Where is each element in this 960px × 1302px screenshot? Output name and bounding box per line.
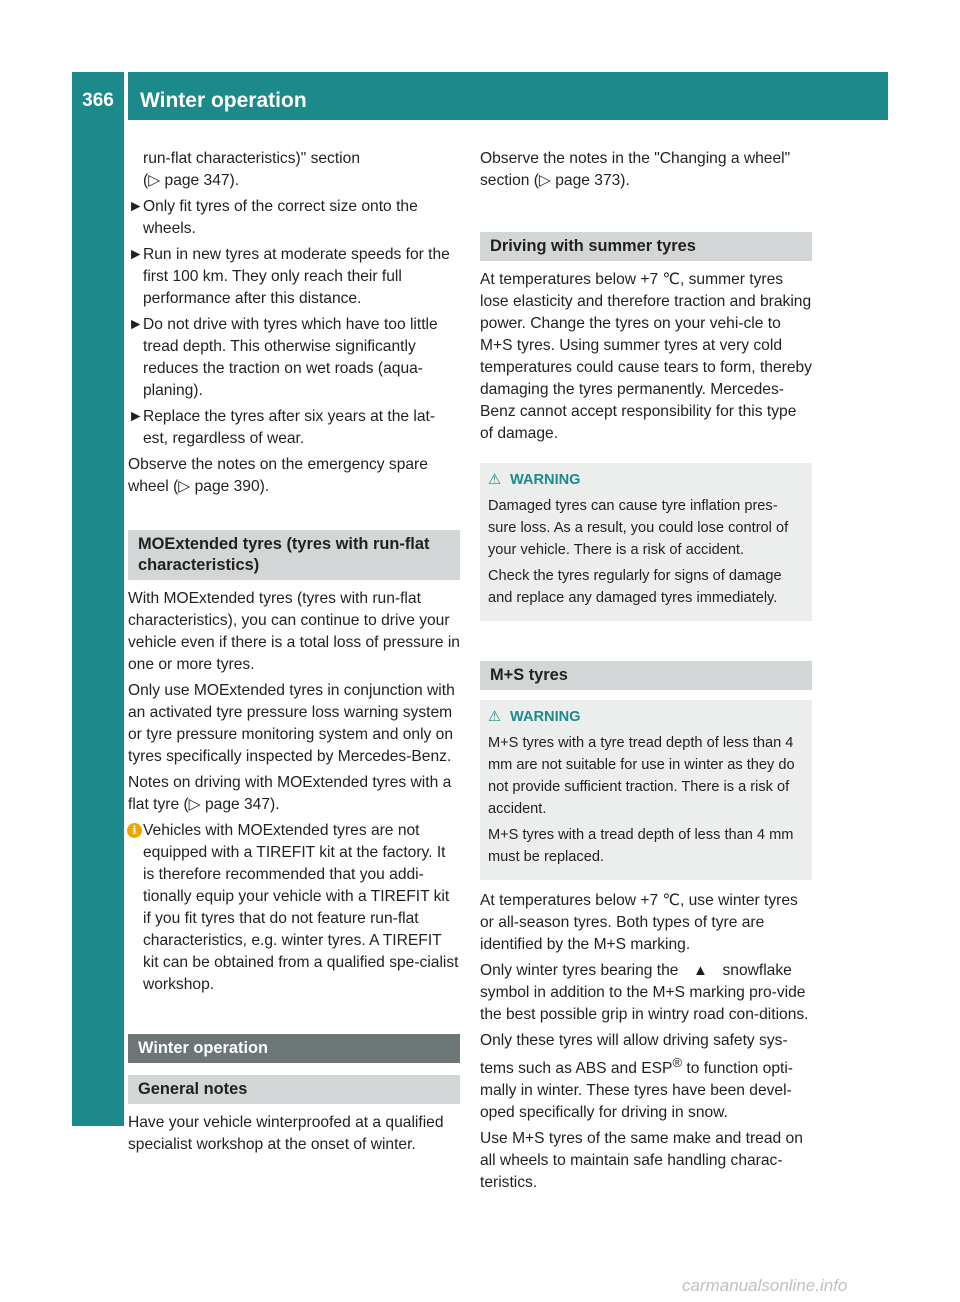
page-title: Winter operation [140,89,307,112]
changing-wheel-note: Observe the notes in the "Changing a wheel" section (▷ page 373). [480,150,791,189]
warning-box: ⚠ WARNING M+S tyres with a tyre tread depth of less than 4 mm are not suitable for use in winter as they do not provide sufficient traction. There is a risk of accident. M+S tyres with a tread depth of less than 4 mm must be replaced. [480,700,812,880]
snowflake-mountain-icon: ▲ [693,962,708,979]
general-notes-paragraph: Have your vehicle winterproofed at a qualified specialist workshop at the onset of winter. [128,1114,444,1153]
warning-text: M+S tyres with a tyre tread depth of less than 4 mm are not suitable for use in winter as they do not provide sufficient traction. There is a risk of accident. [488,735,795,817]
bullet-item: ► Do not drive with tyres which have too little tread depth. This otherwise significantly reduces the traction on wet roads (aqua-planing). [128,316,438,399]
left-column [128,148,460,1160]
warning-text: Damaged tyres can cause tyre inflation pres-sure loss. As a result, you could lose control of your vehicle. There is a risk of accident. [488,498,789,558]
bullet-item: ► Replace the tyres after six years at the lat-est, regardless of wear. [128,408,436,447]
ms-tyres-paragraph: Only these tyres will allow driving safety sys-tems such as ABS and ESP® to function opti-mally in winter. These tyres have been devel-oped specifically for driving in snow. [480,1032,793,1122]
warning-triangle-icon: ⚠ [488,472,502,488]
moextended-heading: MOExtended tyres (tyres with run-flat characteristics) [128,530,460,580]
info-note: i Vehicles with MOExtended tyres are not equipped with a TIREFIT kit at the factory. It is therefore recommended that you addi-tionally equip your vehicle with a TIREFIT kit if you fit tyres that do not feature run-flat characteristics, e.g. winter tyres. A TIREFIT kit can be obtained from a qualified spe-cialist workshop. [128,820,460,996]
moextended-paragraph: With MOExtended tyres (tyres with run-flat characteristics), you can continue to drive your vehicle even if there is a total loss of pressure in one or more tyres. [128,590,460,673]
header-divider [124,72,128,120]
moextended-paragraph: Only use MOExtended tyres in conjunction with an activated tyre pressure loss warning system or tyre pressure monitoring system and only on tyres specifically inspected by Mercedes-Benz. [128,682,455,765]
right-column [480,148,812,1198]
warning-text: M+S tyres with a tread depth of less than 4 mm must be replaced. [488,827,794,865]
general-notes-heading: General notes [128,1075,460,1104]
bullet-item: ► Only fit tyres of the correct size onto the wheels. [128,198,418,237]
watermark: carmanualsonline.info [682,1276,848,1295]
ms-tyres-paragraph: Only winter tyres bearing the ▲ snowflake symbol in addition to the M+S marking pro-vide the best possible grip in wintry road con-ditions. [480,962,809,1023]
ms-tyres-heading: M+S tyres [480,661,812,690]
ms-tyres-paragraph: Use M+S tyres of the same make and tread on all wheels to maintain safe handling charac-teristics. [480,1130,803,1192]
bullet-marker: ► [128,408,144,425]
info-icon: i [127,823,142,838]
chapter-label: Wheels and tyres [85,564,110,746]
bullet-marker: ► [128,246,144,263]
warning-text: Check the tyres regularly for signs of damage and replace any damaged tyres immediately. [488,568,782,606]
summer-tyres-paragraph: At temperatures below +7 ℃, summer tyres lose elasticity and therefore traction and braking power. Change the tyres on your vehi-cle to M+S tyres. Using summer tyres at very cold temperatures could cause tears to form, thereby damaging the tyres permanently. Mercedes-Benz cannot accept responsibility for this type of damage. [480,271,812,442]
ms-tyres-paragraph: At temperatures below +7 ℃, use winter tyres or all-season tyres. Both types of tyre are identified by the M+S marking. [480,892,798,953]
warning-triangle-icon: ⚠ [488,709,502,725]
warning-box: ⚠ WARNING Damaged tyres can cause tyre inflation pres-sure loss. As a result, you could lose control of your vehicle. There is a risk of accident. Check the tyres regularly for signs of damage and replace any damaged tyres immediately. [480,463,812,621]
winter-operation-heading: Winter operation [128,1034,460,1063]
summer-tyres-heading: Driving with summer tyres [480,232,812,261]
spare-wheel-note: Observe the notes on the emergency spare wheel (▷ page 390). [128,456,428,495]
bullet-marker: ► [128,198,144,215]
bullet-marker: ► [128,316,144,333]
bullet-item: ► Run in new tyres at moderate speeds for the first 100 km. They only reach their full performance after this distance. [128,246,450,307]
continued-text: run-flat characteristics)" section (▷ page 347). [143,150,360,189]
page-number: 366 [82,90,114,111]
moextended-paragraph: Notes on driving with MOExtended tyres with a flat tyre (▷ page 347). [128,774,452,813]
